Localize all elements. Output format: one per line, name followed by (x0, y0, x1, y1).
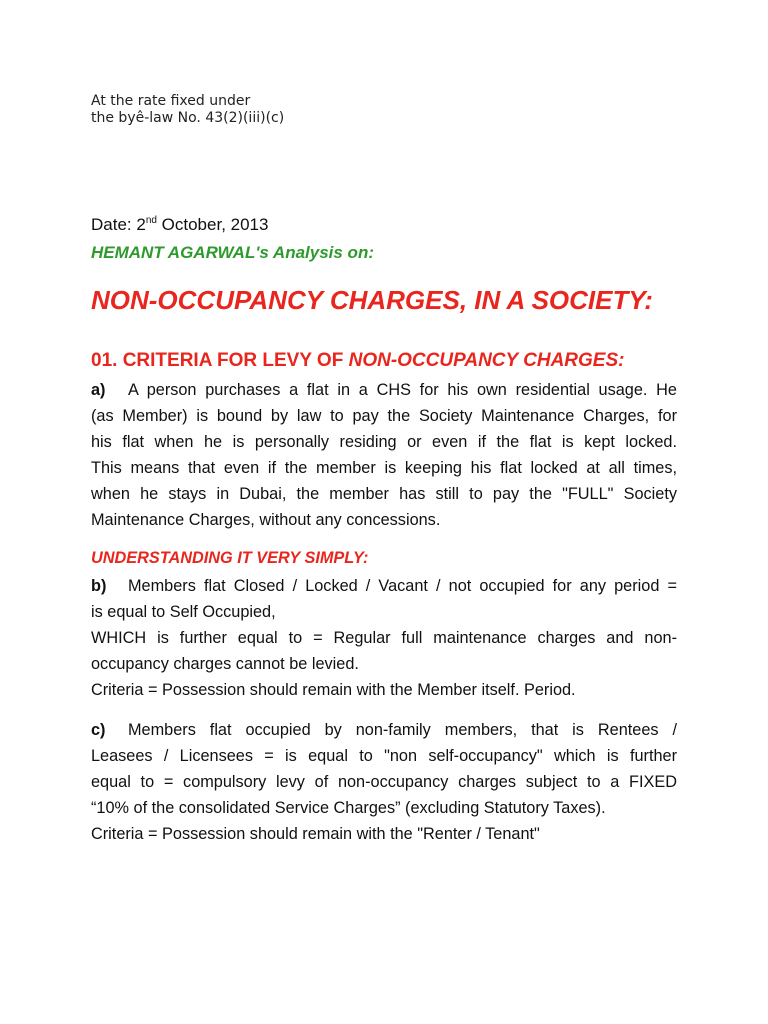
section-heading-prefix: 01. CRITERIA FOR LEVY OF (91, 350, 349, 371)
paragraph-line: his flat when he is personally residing or even if the flat is kept locked. (91, 433, 677, 451)
paragraph-c (91, 717, 677, 847)
paragraph-line: “10% of the consolidated Service Charges” (excluding Statutory Taxes). (91, 799, 606, 817)
header-note (91, 93, 284, 127)
paragraph-marker: a) (91, 381, 106, 399)
paragraph-line: Criteria = Possession should remain with the Member itself. Period. (91, 681, 576, 699)
paragraph-text: Members flat occupied by non-family members, that is Rentees / (128, 721, 677, 739)
header-note-line-1: At the rate fixed under (91, 93, 251, 109)
paragraph-line: equal to = compulsory levy of non-occupancy charges subject to a FIXED (91, 773, 677, 791)
paragraph-b (91, 573, 677, 703)
date-line (91, 214, 268, 236)
paragraph-line: is equal to Self Occupied, (91, 603, 276, 621)
date-ordinal-suffix: nd (145, 215, 157, 226)
paragraph-line: WHICH is further equal to = Regular full maintenance charges and non- (91, 629, 677, 647)
paragraph-marker: b) (91, 577, 107, 595)
paragraph-line: Maintenance Charges, without any concessions. (91, 511, 441, 529)
author-line: HEMANT AGARWAL's Analysis on: (91, 243, 374, 262)
date-suffix: October, 2013 (156, 215, 269, 234)
paragraph-text: A person purchases a flat in a CHS for his own residential usage. He (128, 381, 677, 399)
date-prefix: Date: 2 (91, 215, 146, 234)
paragraph-line (91, 377, 677, 403)
paragraph-line: This means that even if the member is keeping his flat locked at all times, (91, 459, 677, 477)
paragraph-line: when he stays in Dubai, the member has still to pay the "FULL" Society (91, 485, 677, 503)
paragraph-line: (as Member) is bound by law to pay the Society Maintenance Charges, for (91, 407, 677, 425)
paragraph-line: occupancy charges cannot be levied. (91, 655, 359, 673)
paragraph-marker: c) (91, 721, 106, 739)
paragraph-line (91, 573, 677, 599)
paragraph-line (91, 717, 677, 743)
paragraph-line: Leasees / Licensees = is equal to "non self-occupancy" which is further (91, 747, 677, 765)
section-heading (91, 349, 624, 373)
header-note-line-2: the byê-law No. 43(2)(iii)(c) (91, 110, 285, 126)
paragraph-text: Members flat Closed / Locked / Vacant / not occupied for any period = (128, 577, 677, 595)
paragraph-line: Criteria = Possession should remain with the "Renter / Tenant" (91, 825, 540, 843)
paragraph-a (91, 377, 677, 533)
section-heading-italic: NON-OCCUPANCY CHARGES: (348, 350, 625, 371)
main-title: NON-OCCUPANCY CHARGES, IN A SOCIETY: (91, 285, 653, 315)
subheading: UNDERSTANDING IT VERY SIMPLY: (91, 549, 369, 567)
